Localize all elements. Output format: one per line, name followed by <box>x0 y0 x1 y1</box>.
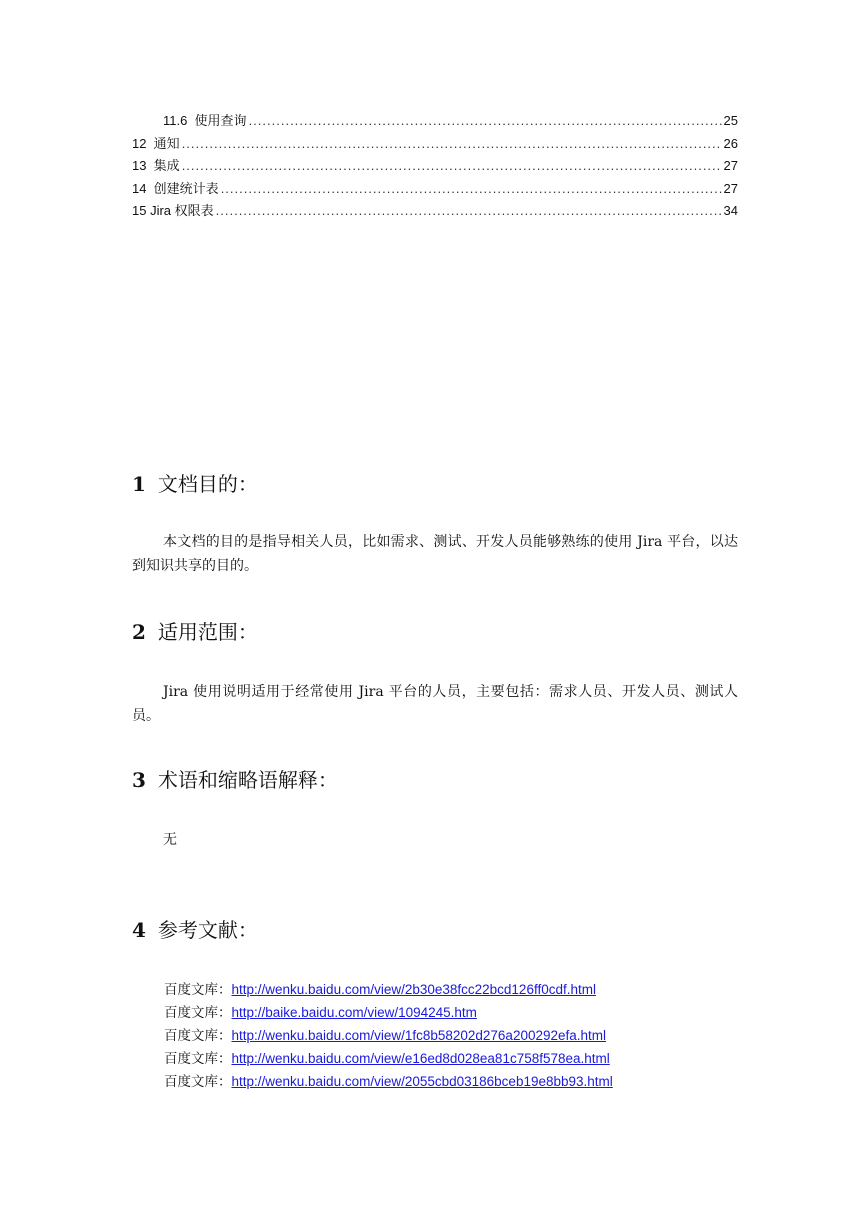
toc-entry-label: 14 创建统计表 <box>132 180 219 196</box>
section-body-terms: 无 <box>163 832 177 848</box>
section-body-scope: Jira 使用说明适用于经常使用 Jira 平台的人员，主要包括：需求人员、开发人员、测试人员。 <box>132 684 738 724</box>
toc-entry-page: 27 <box>723 158 738 173</box>
section-title: 文档目的： <box>157 472 258 496</box>
toc-entry[interactable] <box>132 133 738 156</box>
toc-entry-page: 25 <box>723 113 738 128</box>
toc-entry-label: 15 Jira 权限表 <box>132 203 214 218</box>
table-of-contents <box>132 110 738 223</box>
reference-link[interactable]: http://wenku.baidu.com/view/2b30e38fcc22bcd126ff0cdf.html <box>231 982 596 997</box>
section-body-purpose: 本文档的目的是指导相关人员，比如需求、测试、开发人员能够熟练的使用 Jira 平台，以达到知识共享的目的。 <box>132 534 738 574</box>
toc-leader-dots <box>182 133 722 156</box>
reference-source: 百度文库： <box>164 1074 232 1090</box>
reference-link[interactable]: http://baike.baidu.com/view/1094245.htm <box>231 1005 477 1020</box>
toc-entry-page: 34 <box>723 203 738 218</box>
toc-entry-label: 12 通知 <box>132 135 180 151</box>
section-number: 4 <box>132 918 146 942</box>
section-number: 1 <box>132 472 146 496</box>
list-item <box>164 1024 613 1047</box>
reference-link[interactable]: http://wenku.baidu.com/view/2055cbd03186bceb19e8bb93.html <box>231 1074 613 1089</box>
reference-list <box>164 978 613 1093</box>
reference-source: 百度文库： <box>164 982 232 998</box>
section-heading-scope <box>132 616 258 645</box>
toc-entry-page: 26 <box>723 135 738 151</box>
reference-source: 百度文库： <box>164 1051 232 1067</box>
reference-source: 百度文库： <box>164 1028 232 1044</box>
toc-leader-dots <box>182 155 722 178</box>
section-heading-references <box>132 914 258 943</box>
section-title: 适用范围： <box>157 620 258 644</box>
toc-leader-dots <box>221 178 722 201</box>
toc-entry-label: 11.6 使用查询 <box>163 113 247 128</box>
list-item <box>164 1070 613 1093</box>
section-title: 术语和缩略语解释： <box>157 768 338 792</box>
list-item <box>164 978 613 1001</box>
reference-link[interactable]: http://wenku.baidu.com/view/e16ed8d028ea81c758f578ea.html <box>231 1051 610 1066</box>
list-item <box>164 1047 613 1070</box>
toc-entry-label: 13 集成 <box>132 158 180 173</box>
toc-entry[interactable] <box>132 178 738 201</box>
toc-entry[interactable] <box>132 110 738 133</box>
toc-leader-dots <box>249 110 722 133</box>
reference-source: 百度文库： <box>164 1005 232 1021</box>
section-heading-purpose <box>132 468 258 497</box>
section-heading-terms <box>132 764 338 793</box>
section-title: 参考文献： <box>157 918 258 942</box>
toc-entry[interactable] <box>132 155 738 178</box>
reference-link[interactable]: http://wenku.baidu.com/view/1fc8b58202d276a200292efa.html <box>231 1028 607 1043</box>
toc-leader-dots <box>216 200 722 223</box>
list-item <box>164 1001 613 1024</box>
section-number: 2 <box>132 620 146 644</box>
toc-entry-page: 27 <box>723 180 738 196</box>
toc-entry[interactable] <box>132 200 738 223</box>
section-number: 3 <box>132 768 146 792</box>
